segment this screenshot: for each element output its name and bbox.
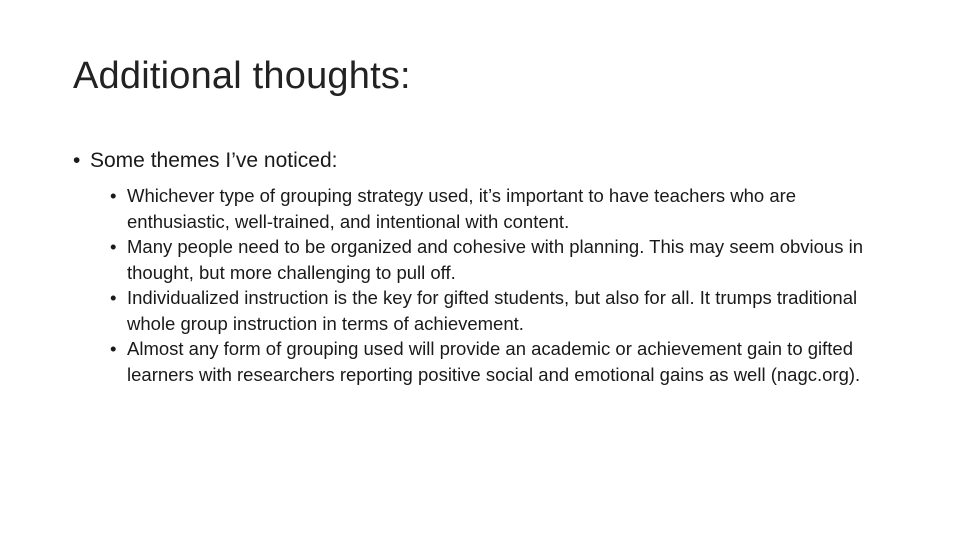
sub-bullet-item [110, 285, 890, 336]
sub-bullet-list [110, 183, 890, 387]
bullet-icon: • [110, 236, 117, 257]
bullet-icon: • [110, 338, 117, 359]
sub-bullet-item [110, 336, 890, 387]
sub-bullet-text: Many people need to be organized and cohesive with planning. This may seem obvious in thought, but more challenging to pull off. [127, 236, 864, 283]
main-bullet-point [73, 147, 337, 175]
sub-bullet-item [110, 234, 890, 285]
sub-bullet-text: Individualized instruction is the key for gifted students, but also for all. It trumps traditional whole group instruction in terms of achievement. [127, 287, 858, 334]
sub-bullet-text: Almost any form of grouping used will provide an academic or achievement gain to gifted learners with researchers reporting positive social and emotional gains as well (nagc.org). [127, 338, 861, 385]
main-bullet-text: Some themes I’ve noticed: [90, 149, 338, 172]
bullet-icon: • [110, 185, 117, 206]
bullet-icon: • [73, 149, 81, 172]
sub-bullet-text: Whichever type of grouping strategy used, it’s important to have teachers who are enthusiastic, well-trained, and intentional with content. [127, 185, 797, 232]
sub-bullet-item [110, 183, 890, 234]
slide-title: Additional thoughts: [73, 55, 411, 97]
bullet-icon: • [110, 287, 117, 308]
